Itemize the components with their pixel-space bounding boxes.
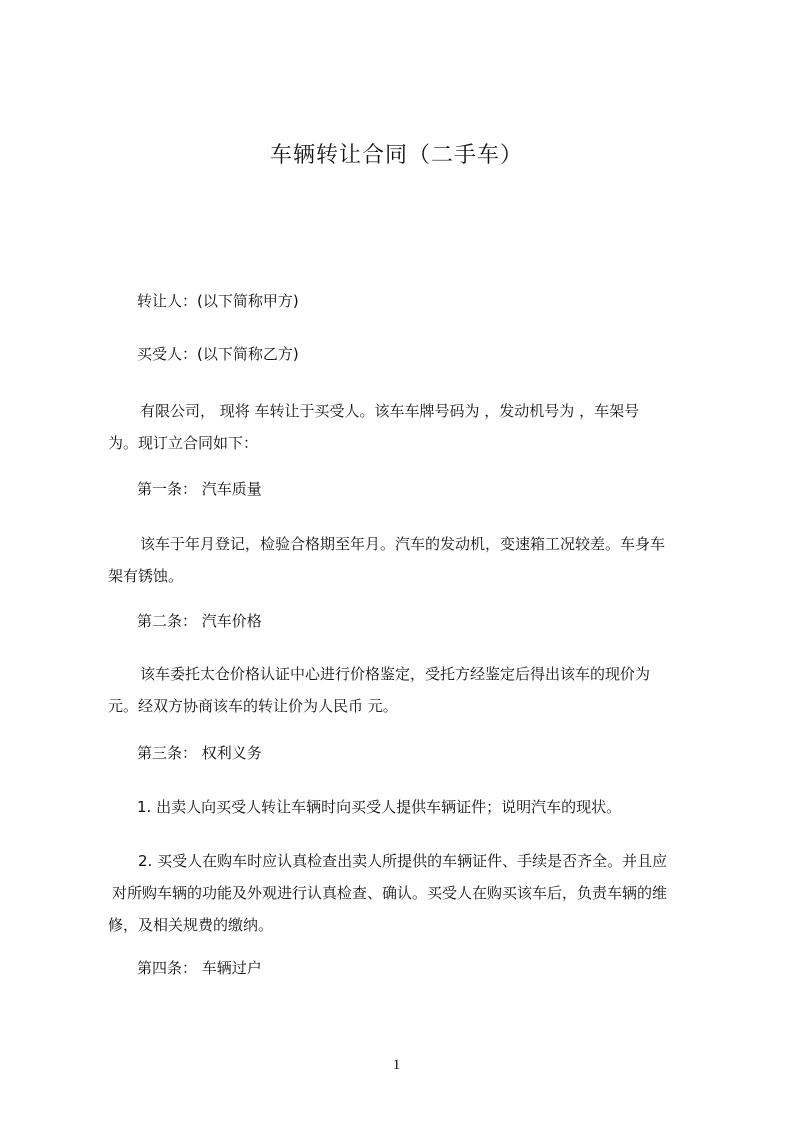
article-1-heading: 第一条： 汽车质量 <box>137 480 262 498</box>
article-3-item-2 <box>108 845 667 941</box>
article-1-line-2: 架有锈蚀。 <box>108 567 184 585</box>
page-number: 1 <box>392 1057 401 1073</box>
article-1-paragraph <box>108 528 665 592</box>
article-2-heading: 第二条： 汽车价格 <box>137 612 262 630</box>
article-2-paragraph <box>108 658 650 722</box>
buyer-line: 买受人：(以下简称乙方) <box>137 345 299 363</box>
intro-line-1: 有限公司， 现将 车转让于买受人。该车车牌号码为 ，发动机号为 ，车架号 <box>140 402 640 420</box>
article-2-line-2: 元。经双方协商该车的转让价为人民币 元。 <box>108 697 398 715</box>
article-3-item-1: 1. 出卖人向买受人转让车辆时向买受人提供车辆证件；说明汽车的现状。 <box>137 798 622 816</box>
article-3-heading: 第三条： 权利义务 <box>137 744 262 762</box>
document-title: 车辆转让合同（二手车） <box>269 143 523 168</box>
article-3-item-2-line-2: 对所购车辆的功能及外观进行认真检查、确认。买受人在购买该车后，负责车辆的维 <box>112 884 668 902</box>
article-1-line-1: 该车于年月登记，检验合格期至年月。汽车的发动机，变速箱工况较差。车身车 <box>140 535 666 553</box>
article-2-line-1: 该车委托太仓价格认证中心进行价格鉴定，受托方经鉴定后得出该车的现价为 <box>140 665 651 683</box>
article-3-item-2-line-3: 修，及相关规费的缴纳。 <box>108 916 274 934</box>
transferor-line: 转让人：(以下简称甲方) <box>137 292 299 310</box>
article-4-heading: 第四条： 车辆过户 <box>137 959 262 977</box>
intro-paragraph <box>108 395 639 459</box>
article-3-item-2-line-1: 2. 买受人在购车时应认真检查出卖人所提供的车辆证件、手续是否齐全。并且应 <box>138 852 668 870</box>
intro-line-2: 为。现订立合同如下： <box>108 434 259 452</box>
